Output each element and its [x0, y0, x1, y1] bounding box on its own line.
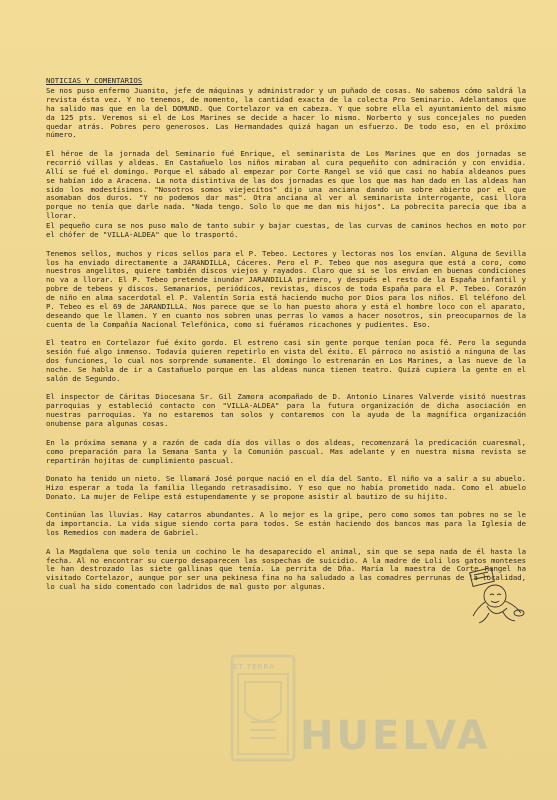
paragraph-2: El héroe de la jornada del Seminario fué Enrique, el seminarista de Los Marines que en dos jornadas se recorrió villas y aldeas. En Castañuelo los niños miraban al cura pequeñito con admiración y con envidia. Allí se fué el domingo. Porque el sábado al empezar por Corte Rangel se vió que casi no había aldeanos pues se habían ido a Aracena. La nota distintiva de las dos jornadas es que los que mas han dado en las aldeas han sido los modestísimos. "Nosotros somos viejecitos" dijo una anciana dando un sobre abierto por el que asomaban dos duros. "Y no podemos dar mas". Otra anciana al ver al seminarista interrogante, casi llora porque no tenía que darle nada. "Nada tengo. Solo lo que me dan mis hijos". La pobrecita parecía que iba a llorar.	[46, 148, 526, 221]
paragraph-10: A la Magdalena que solo tenía un cochino le ha desaparecido el animal, sin que se sepa nada de él hasta la fecha. Al no encontrar su cuerpo desaparecen las sospechas de suicidio. A la madre de Loli los gatos monteses le han destrozado las siete gallinas que tenía. La perrita de Dña. María la maestra de Corte Rangel ha visitado Cortelazor, aunque por ser una pekinesa fina no ha saludado a las comadres perrunas de la localidad, lo cual ha sido comentado con ladridos de mal gusto por algunas.	[46, 546, 526, 592]
paragraph-4: Tenemos sellos, muchos y ricos sellos para el P. Tebeo. Lectores y lectoras nos los envían. Alguna de Sevilla los ha enviado directamente a JARANDILLA, Cáceres. Pero el P. Tebeo que nos asegura que está a coro, como nuestros angelitos, quiere también discos viejos y rayados. Claro que si se los envían en buenas condiciones no va a llorar. El P. Tebeo pretende inundar JARANDILLA primero, y después el resto de la España infantil y pobre de tebeos y discos. Semanarios, periódicos, revistas, discos de toda España para el P. Tebeo. Corazón de niño en alma sacerdotal el P. Valentín Soria está haciendo mucho por Dios para los niños. El teléfono del P. Tebeo es el 69 de JARANDILLA. Nos parece que se lo han puesto ahora y está el hombre loco con el aparato, deseando que le llamen. Y en cuanto nos sobren unas perras lo vamos a hacer nosotros, sin preocuparnos de la cuenta de la Compañía Nacional Telefónica, como si fuéramos ricachones y pudientes. Eso.	[46, 248, 526, 329]
document-body	[46, 77, 526, 602]
paragraph-5: El teatro en Cortelazor fué éxito gordo. El estreno casi sin gente porque tenían poca fé. Pero la segunda sesión fué algo inmenso. Todavía quieren repetirlo en vista del éxito. El párroco no asistió a ninguna de las dos funciones, lo cual nos sorprende sumamente. El domingo lo estrenarán en Los Marines, a las nueve de la noche. Se habla de ir a Castañuelo porque en las aldeas nunca tienen teatro. Quizá cupiera la gente en el salón de Segundo.	[46, 338, 526, 383]
section-heading: NOTICIAS Y COMENTARIOS	[46, 76, 143, 85]
paragraph-7: En la próxima semana y a razón de cada día dos villas o dos aldeas, recomenzará la predicación cuaresmal, como preparación para la Semana Santa y la Comunión pascual. Mas adelante y en nuestra misma revista se repartirán hojitas de cumplimiento pascual.	[46, 437, 526, 465]
watermark-big-text: HUELVA	[300, 713, 491, 759]
paragraph-8: Donato ha tenido un nieto. Se llamará José porque nació en el día del Santo. El niño va a salir a su abuelo. Hizo esperar a toda la familia llegando retrasadísimo. Y eso que no había prometido nada. Como el abuelo Donato. La mujer de Felipe está estupendamente y se propone asistir al bautizo de su hijito.	[46, 474, 526, 501]
paragraph-6: El inspector de Cáritas Diocesana Sr. Gil Zamora acompañado de D. Antonio Linares Valverde visitó nuestras parroquias y estableció contacto con "VILLA-ALDEA" para la futura organización de dicha asociación en nuestras parroquias. Ya no estaremos tan solos y contaremos con la ayuda de la magnífica organización onubense para algunas cosas.	[46, 392, 526, 429]
paragraph-9: Continúan las lluvias. Hay catarros abundantes. A lo mejor es la gripe, pero como somos tan pobres no se le da importancia. La vida sigue siendo corta para todos. Se están haciendo dos bancos mas para la Iglesia de los Remedios con madera de Gabriel.	[46, 510, 526, 538]
paragraph-1: Se nos puso enfermo Juanito, jefe de máquinas y administrador y un puñado de cosas. No sabemos cómo saldrá la revista ésta vez. Y no tenemos, de momento, la cantidad exacta de la colecta Pro Seminario. Adelantamos que ha salido mas que en la del DOMUND. Que Cortelazor va en cabeza. Y que sobre ella el ayuntamiento del mismo da 125 pts. Veremos si el de Los Marines se decide a hacer lo mismo. Norberto y sus concejales no pueden quedar atrás. Pobres pero generosos. Las Hermandades quizá hagan un esfuerzo. De todo eso, en el próximo número.	[46, 85, 526, 140]
paragraph-3: El pequeño cura se nos puso malo de tanto subir y bajar cuestas, de las curvas de caminos hechos en moto por el chófer de "VILLA-ALDEA" que lo trasportó.	[46, 221, 526, 240]
baby-cartoon-icon	[465, 568, 533, 626]
watermark-small-text: ET TERRA	[233, 663, 275, 671]
